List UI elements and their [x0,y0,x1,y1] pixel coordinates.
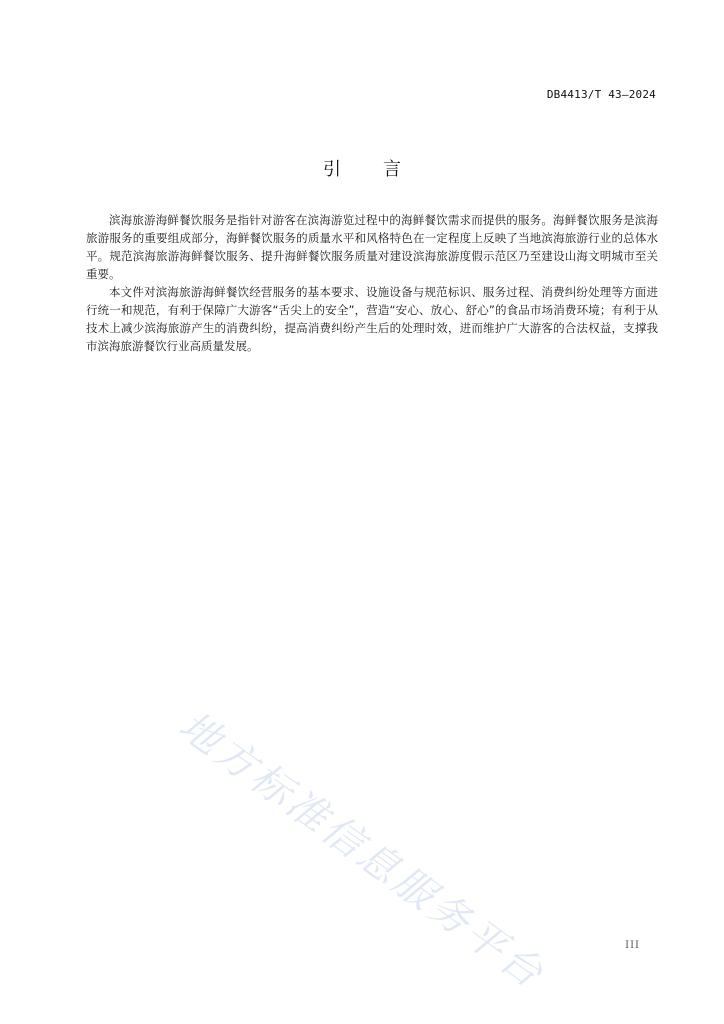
introduction-body [86,211,658,355]
paragraph-2: 本文件对滨海旅游海鲜餐饮经营服务的基本要求、设施设备与规范标识、服务过程、消费纠纷处理等方面进行统一和规范，有利于保障广大游客“舌尖上的安全”，营造“安心、放心、舒心”的食品市场消费环境；有利于从技术上减少滨海旅游产生的消费纠纷，提高消费纠纷产生后的处理时效，进而维护广大游客的合法权益，支撑我市滨海旅游餐饮行业高质量发展。 [86,285,658,353]
page-number: III [625,940,640,951]
paragraph-1: 滨海旅游海鲜餐饮服务是指针对游客在滨海游览过程中的海鲜餐饮需求而提供的服务。海鲜餐饮服务是滨海旅游服务的重要组成部分，海鲜餐饮服务的质量水平和风格特色在一定程度上反映了当地滨海旅游行业的总体水平。规范滨海旅游海鲜餐饮服务、提升海鲜餐饮服务质量对建设滨海旅游度假示范区乃至建设山海文明城市至关重要。 [86,213,658,281]
section-title: 引言 [323,159,443,180]
document-code: DB4413/T 43—2024 [546,88,656,101]
watermark: 地方标准信息服务平台 [170,702,554,999]
